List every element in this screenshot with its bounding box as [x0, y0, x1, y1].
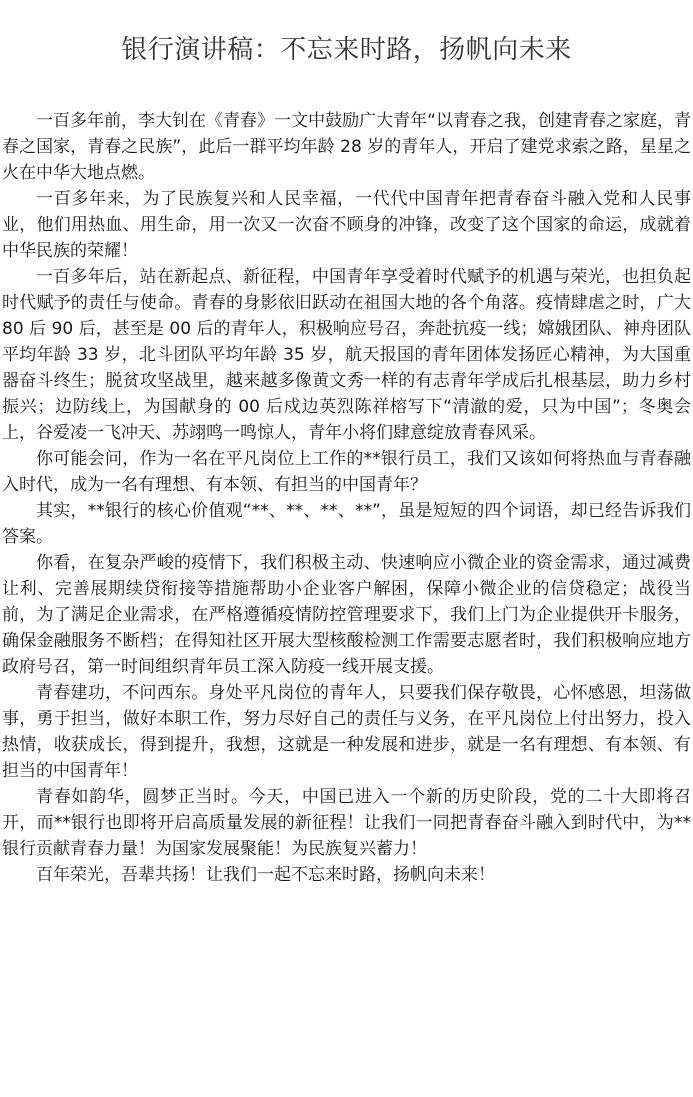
paragraph-1: 一百多年前，李大钊在《青春》一文中鼓励广大青年“以青春之我，创建青春之家庭，青春之国家，青春之民族”，此后一群平均年龄 28 岁的青年人，开启了建党求索之路，星星之火在中华大地点燃。	[2, 111, 691, 183]
paragraph-9: 百年荣光，吾辈共扬！让我们一起不忘来时路，扬帆向未来！	[36, 865, 495, 885]
paragraph-2: 一百多年来，为了民族复兴和人民幸福，一代代中国青年把青春奋斗融入党和人民事业，他们用热血、用生命，用一次又一次奋不顾身的冲锋，改变了这个国家的命运，成就着中华民族的荣耀！	[2, 189, 691, 261]
paragraph-5: 其实，**银行的核心价值观“**、**、**、**”，虽是短短的四个词语，却已经告诉我们答案。	[2, 501, 691, 547]
paragraph-7: 青春建功，不问西东。身处平凡岗位的青年人，只要我们保存敬畏，心怀感恩，坦荡做事，勇于担当，做好本职工作，努力尽好自己的责任与义务，在平凡岗位上付出努力，投入热情，收获成长，得到提升，我想，这就是一种发展和进步，就是一名有理想、有本领、有担当的中国青年！	[2, 683, 691, 781]
document-title: 银行演讲稿：不忘来时路，扬帆向未来	[121, 35, 572, 65]
document-body	[2, 108, 691, 888]
paragraph-8: 青春如韵华，圆梦正当时。今天，中国已进入一个新的历史阶段，党的二十大即将召开，而**银行也即将开启高质量发展的新征程！让我们一同把青春奋斗融入到时代中，为**银行贡献青春力量！为国家发展聚能！为民族复兴蓄力！	[2, 787, 691, 859]
paragraph-3: 一百多年后，站在新起点、新征程，中国青年享受着时代赋予的机遇与荣光，也担负起时代赋予的责任与使命。青春的身影依旧跃动在祖国大地的各个角落。疫情肆虐之时，广大 80 后 90 后，甚至是 00 后的青年人，积极响应号召，奔赴抗疫一线；嫦娥团队、神舟团队平均年龄 33 岁，北斗团队平均年龄 35 岁，航天报国的青年团体发扬匠心精神，为大国重器奋斗终生；脱贫攻坚战里，越来越多像黄文秀一样的有志青年学成后扎根基层，助力乡村振兴；边防线上，为国献身的 00 后戍边英烈陈祥榕写下“清澈的爱，只为中国”；冬奥会上，谷爱凌一飞冲天、苏翊鸣一鸣惊人，青年小将们肆意绽放青春风采。	[2, 267, 691, 443]
paragraph-4: 你可能会问，作为一名在平凡岗位上工作的**银行员工，我们又该如何将热血与青春融入时代，成为一名有理想、有本领、有担当的中国青年？	[2, 449, 691, 495]
paragraph-6: 你看，在复杂严峻的疫情下，我们积极主动、快速响应小微企业的资金需求，通过减费让利、完善展期续贷衔接等措施帮助小企业客户解困，保障小微企业的信贷稳定；战役当前，为了满足企业需求，在严格遵循疫情防控管理要求下，我们上门为企业提供开卡服务，确保金融服务不断档；在得知社区开展大型核酸检测工作需要志愿者时，我们积极响应地方政府号召，第一时间组织青年员工深入防疫一线开展支援。	[2, 553, 691, 677]
